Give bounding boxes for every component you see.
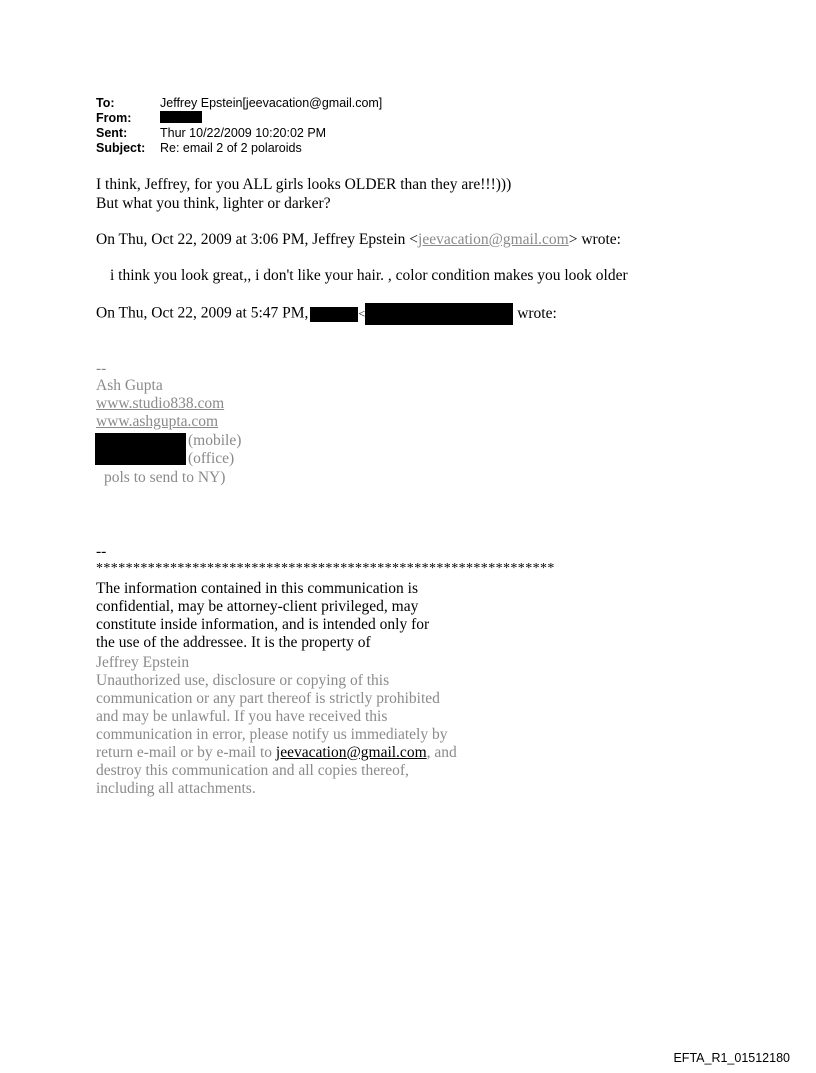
ashgupta-link[interactable]: www.ashgupta.com (96, 413, 219, 430)
disclaimer-gray-line-2: Unauthorized use, disclosure or copying of this (96, 672, 390, 689)
quote-1-text: i think you look great,, i don't like your hair. , color condition makes you look older (110, 267, 628, 284)
sent-label: Sent: (96, 126, 128, 140)
subject-value: Re: email 2 of 2 polaroids (160, 141, 302, 155)
quote-2-header (96, 303, 557, 325)
disclaimer-gray-line-3: communication or any part thereof is strictly prohibited (96, 690, 440, 707)
body-line-1: I think, Jeffrey, for you ALL girls looks OLDER than they are!!!))) (96, 176, 512, 193)
email-header (96, 96, 382, 156)
disclaimer-email-link[interactable]: jeevacation@gmail.com (275, 744, 427, 761)
body-line-2: But what you think, lighter or darker? (96, 195, 331, 212)
from-label: From: (96, 111, 132, 125)
sender-name-redaction (310, 307, 358, 322)
signature-name: Ash Gupta (96, 377, 163, 394)
disclaimer-black-line-1: The information contained in this communication is (96, 580, 418, 597)
disclaimer-gray-line-4: and may be unlawful. If you have received this (96, 708, 388, 725)
phone-redaction (95, 433, 186, 465)
disclaimer-gray-line-1: Jeffrey Epstein (96, 654, 190, 671)
to-label: To: (96, 96, 115, 110)
return-prefix: return e-mail or by e-mail to (96, 744, 276, 761)
signature-dashes: -- (96, 360, 107, 377)
to-row (96, 96, 382, 111)
to-value: Jeffrey Epstein[jeevacation@gmail.com] (160, 96, 383, 110)
sent-row (96, 126, 382, 141)
quote-2-lt: < (358, 306, 366, 321)
document-id: EFTA_R1_01512180 (673, 1051, 790, 1065)
quote-2-suffix: wrote: (517, 304, 557, 322)
subject-row (96, 141, 382, 156)
mobile-label: (mobile) (188, 432, 242, 449)
disclaimer-final-line-1: destroy this communication and all copies thereof, (96, 762, 409, 779)
office-label: (office) (188, 450, 235, 467)
quote-1-email-link[interactable]: jeevacation@gmail.com (418, 231, 569, 248)
disclaimer-black-line-3: constitute inside information, and is intended only for (96, 616, 430, 633)
quote-2-prefix: On Thu, Oct 22, 2009 at 5:47 PM, (96, 304, 309, 322)
from-redaction (160, 111, 202, 123)
return-suffix: , and (426, 744, 457, 761)
sent-value: Thur 10/22/2009 10:20:02 PM (160, 126, 327, 140)
disclaimer-final-line-2: including all attachments. (96, 780, 256, 797)
disclaimer-stars: ************************************************************** (96, 561, 555, 576)
quote-1-header (96, 230, 621, 249)
quote-1-suffix: > wrote: (568, 231, 621, 248)
disclaimer-black-line-2: confidential, may be attorney-client privileged, may (96, 598, 419, 615)
disclaimer-black-line-4: the use of the addressee. It is the property of (96, 634, 371, 651)
disclaimer-gray-line-5: communication in error, please notify us immediately by (96, 726, 448, 743)
studio-link[interactable]: www.studio838.com (96, 395, 225, 412)
signature-extra: pols to send to NY) (104, 469, 226, 486)
from-row (96, 111, 382, 126)
disclaimer-return-line (96, 744, 457, 763)
sender-email-redaction (365, 303, 513, 325)
quote-1-prefix: On Thu, Oct 22, 2009 at 3:06 PM, Jeffrey Epstein < (96, 231, 419, 248)
subject-label: Subject: (96, 141, 146, 155)
disclaimer-dashes: -- (96, 543, 107, 560)
